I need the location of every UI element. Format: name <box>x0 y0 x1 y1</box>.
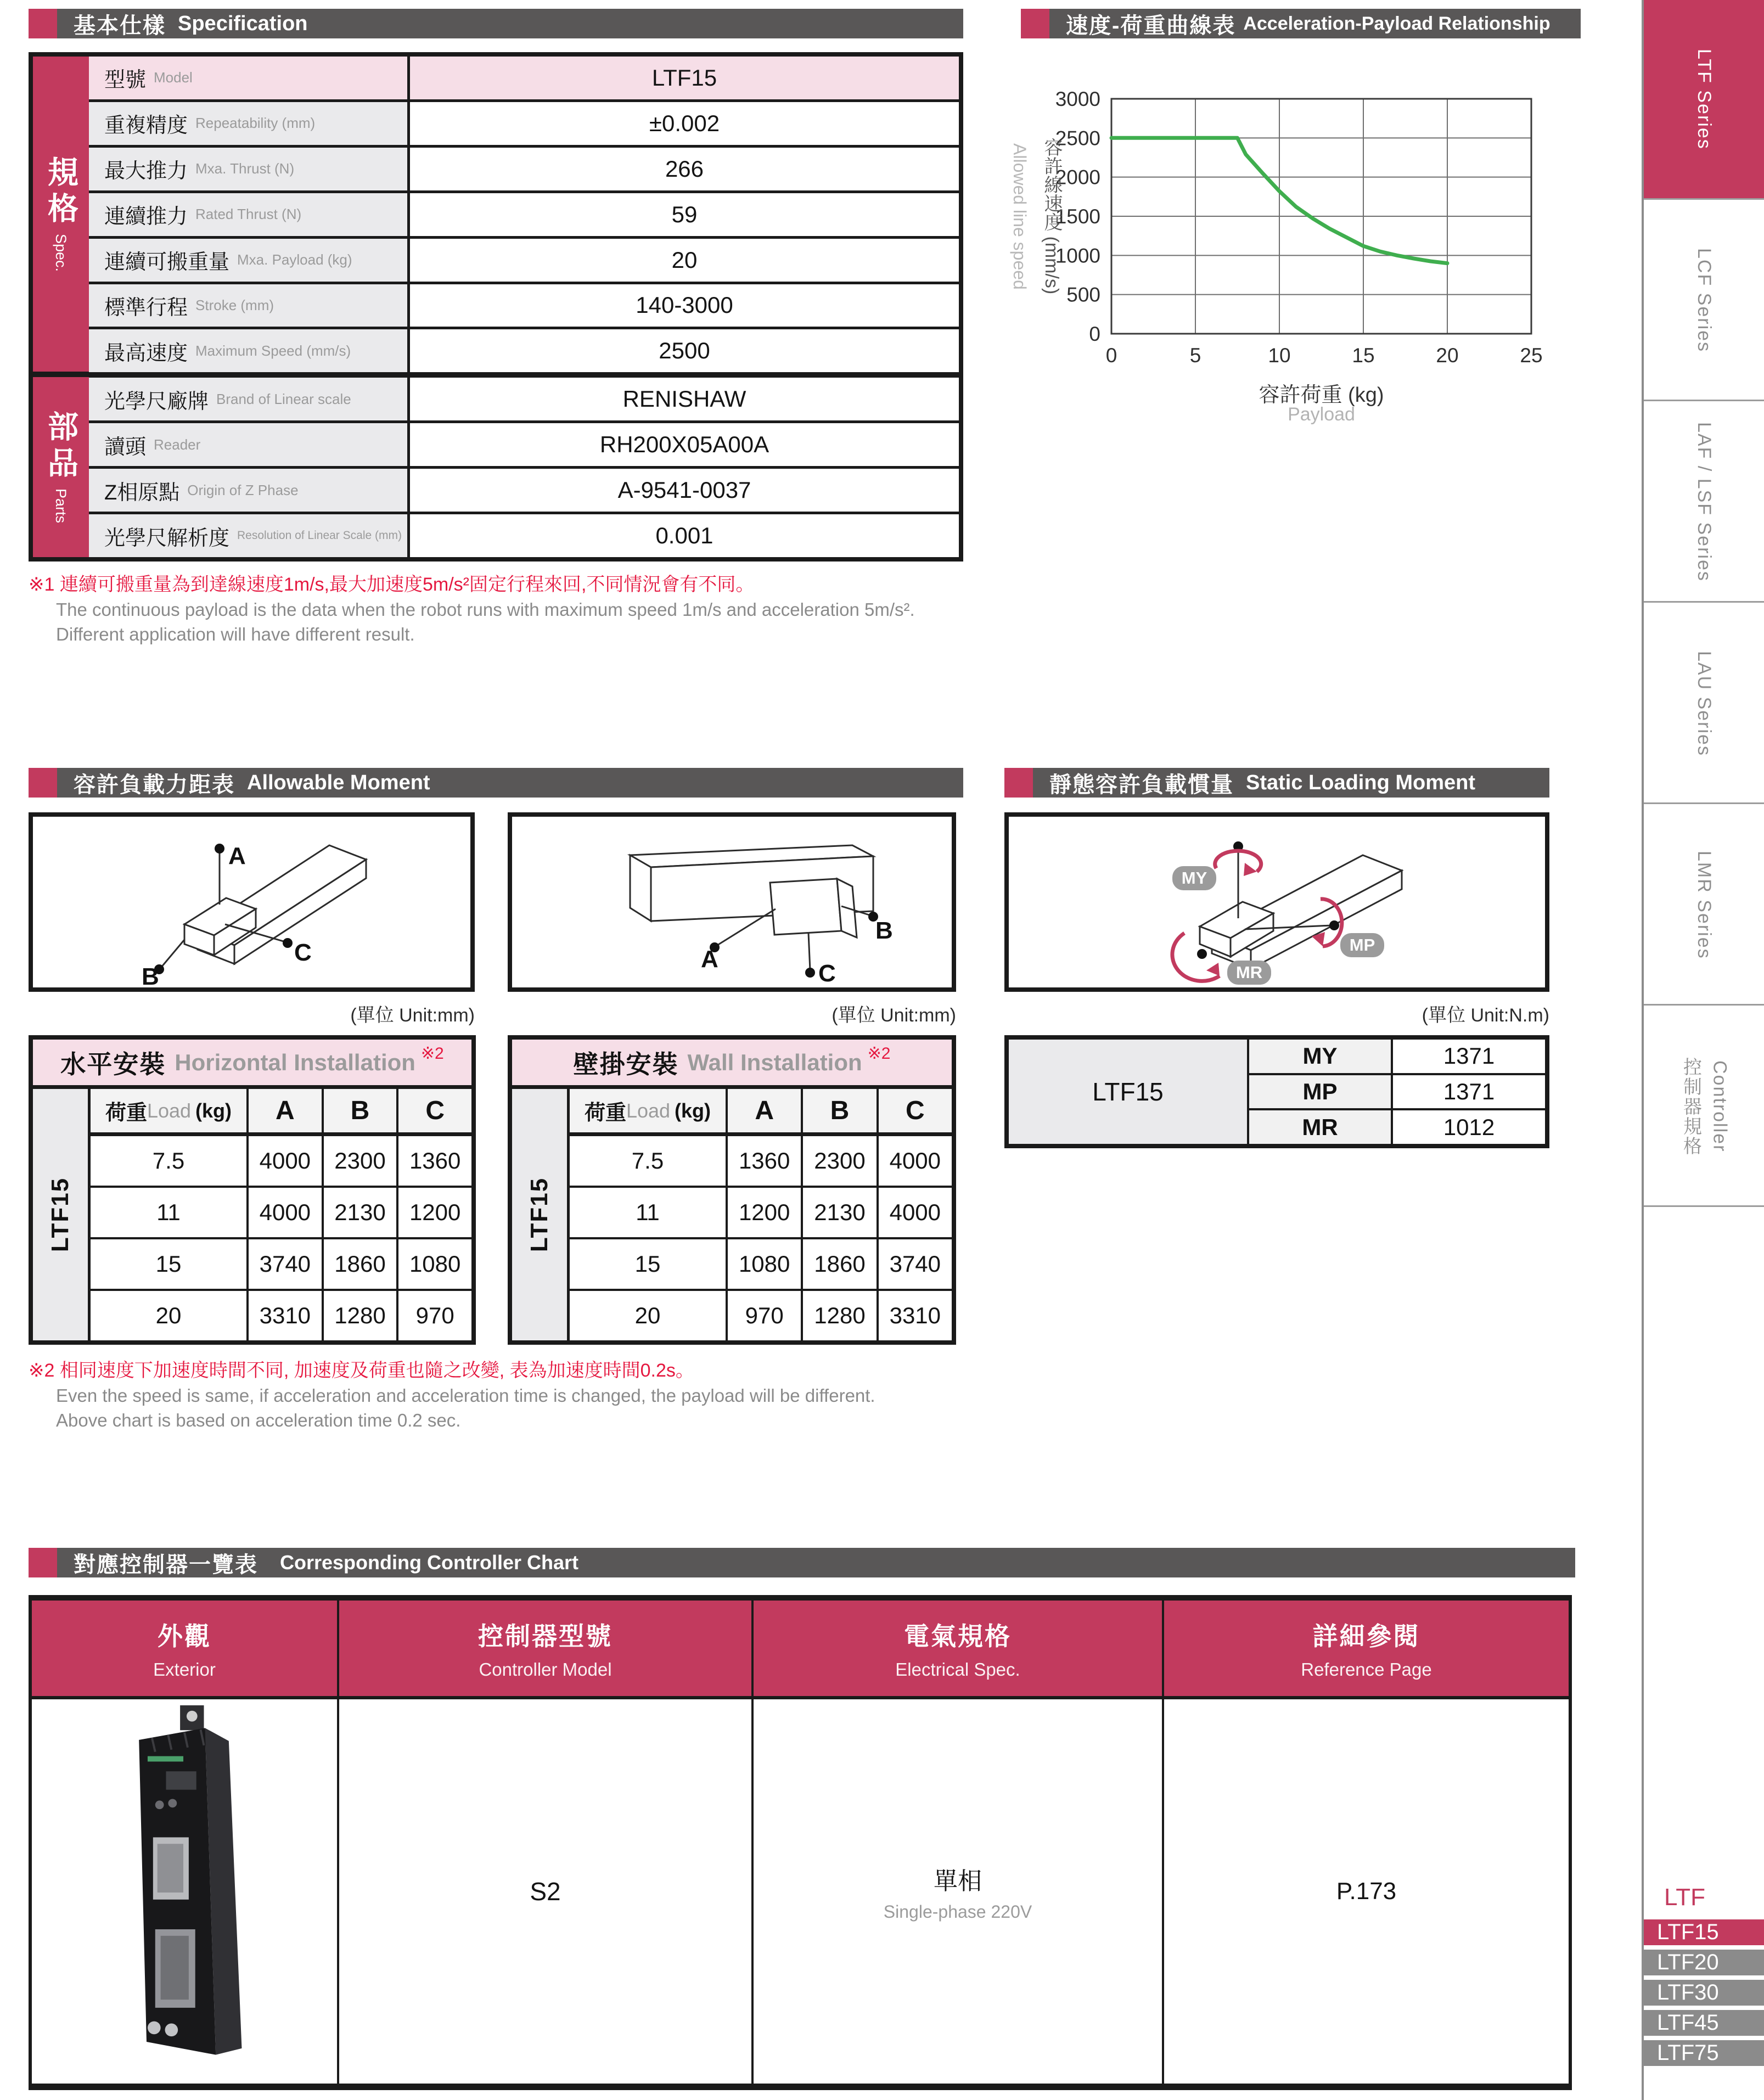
controller-model: S2 <box>530 1877 561 1906</box>
point-label-b: B <box>142 963 159 987</box>
spec-rows <box>89 57 959 557</box>
footnote-2-en1: Even the speed is same, if acceleration and acceleration time is changed, the payload will be different. <box>56 1385 875 1406</box>
payload-speed-chart <box>1021 49 1581 379</box>
nav-group-label: LTF <box>1664 1884 1705 1911</box>
spec-value: LTF15 <box>410 57 959 99</box>
table-row: 光學尺廠牌 Brand of Linear scale RENISHAW <box>89 372 959 420</box>
footnote-2-zh: ※2 相同速度下加速度時間不同, 加速度及荷重也隨之改變, 表為加速度時間0.2s。 <box>29 1360 694 1381</box>
controller-section-header <box>29 1548 1575 1577</box>
chart-title-en: Acceleration-Payload Relationship <box>1243 13 1550 34</box>
spec-value: 2500 <box>410 329 959 372</box>
nav-item-ltf20[interactable]: LTF20 <box>1644 1950 1764 1975</box>
svg-text:5: 5 <box>1189 344 1201 367</box>
table-row: 15 3740 1860 1080 <box>91 1239 471 1291</box>
spec-group-parts <box>33 372 89 557</box>
electrical-spec-zh: 單相 <box>934 1867 982 1895</box>
table-row: 最大推力 Mxa. Thrust (N) 266 <box>89 145 959 190</box>
section-accent-square <box>1021 9 1049 38</box>
group-parts-zh: 部品 <box>44 411 78 484</box>
section-accent-square <box>1004 768 1033 798</box>
sidebar-tab-laf-lsf-series[interactable]: LAF / LSF Series <box>1644 403 1764 603</box>
svg-text:15: 15 <box>1352 344 1375 367</box>
section-accent-square <box>29 768 57 798</box>
table-row: MP 1371 <box>1249 1073 1545 1109</box>
horizontal-moment-drawing <box>33 817 470 987</box>
sidebar-tab-lcf-series[interactable]: LCF Series <box>1644 201 1764 401</box>
table-row: 連續推力 Rated Thrust (N) 59 <box>89 190 959 236</box>
wall-moment-drawing <box>512 817 952 987</box>
electrical-spec-en: Single-phase 220V <box>883 1901 1032 1922</box>
reference-page: P.173 <box>1336 1878 1397 1905</box>
svg-text:0: 0 <box>1105 344 1117 367</box>
table-row: MY 1371 <box>1249 1040 1545 1073</box>
footnote-1-en1: The continuous payload is the data when the robot runs with maximum speed 1m/s and acceleration 5m/s². <box>56 599 915 620</box>
table-row: 重複精度 Repeatability (mm) ±0.002 <box>89 99 959 145</box>
section-accent-square <box>29 9 57 38</box>
chart-title-zh: 速度-荷重曲線表 <box>1066 13 1236 38</box>
moment-section-header <box>29 768 963 798</box>
table-row: 20 970 1280 3310 <box>570 1291 952 1340</box>
group-spec-zh: 規格 <box>44 156 78 229</box>
controller-title-zh: 對應控制器一覽表 <box>74 1552 258 1577</box>
spec-value: 266 <box>410 148 959 190</box>
chart-ylabel-zh: 容許線速度 (mm/s) <box>1041 138 1062 295</box>
spec-footnote <box>29 572 973 647</box>
svg-text:20: 20 <box>1436 344 1459 367</box>
footnote-2-en2: Above chart is based on acceleration time 0.2 sec. <box>56 1410 461 1430</box>
nav-item-ltf45[interactable]: LTF45 <box>1644 2010 1764 2036</box>
chart-xlabel-en: Payload <box>1288 404 1355 425</box>
nav-item-ltf75[interactable]: LTF75 <box>1644 2040 1764 2066</box>
sidebar-tab-ltf-series[interactable]: LTF Series <box>1644 0 1764 200</box>
spec-value: A-9541-0037 <box>410 469 959 512</box>
wall-moment-diagram <box>508 812 956 992</box>
static-moment-diagram <box>1004 812 1549 992</box>
table-row: 11 4000 2130 1200 <box>91 1188 471 1239</box>
horizontal-installation-table: 水平安裝 Horizontal Installation ※2 LTF15 荷重 Load (kg) A B C 7.5 4000 2300 1360 11 4000 2130 1200 15 3740 1860 1080 20 3310 1280 970 <box>29 1035 476 1345</box>
static-loading-table <box>1004 1035 1549 1148</box>
spec-title-zh: 基本仕樣 <box>74 13 166 38</box>
table-row: MR 1012 <box>1249 1108 1545 1144</box>
spec-value: ±0.002 <box>410 102 959 145</box>
svg-text:3000: 3000 <box>1055 88 1100 110</box>
svg-text:1000: 1000 <box>1055 244 1100 267</box>
wall-installation-table: 壁掛安裝 Wall Installation ※2 LTF15 荷重 Load (kg) A B C 7.5 1360 2300 4000 11 1200 2130 4000 15 1080 1860 3740 20 970 1280 3310 <box>508 1035 956 1345</box>
chart-canvas <box>1021 49 1581 379</box>
spec-value: 0.001 <box>410 514 959 557</box>
svg-text:500: 500 <box>1066 283 1100 306</box>
table-row: 型號 Model LTF15 <box>89 57 959 99</box>
point-label-a: A <box>228 843 246 869</box>
static-model-cell: LTF15 <box>1009 1040 1249 1144</box>
controller-exterior-cell <box>32 1699 339 2084</box>
svg-text:2000: 2000 <box>1055 166 1100 189</box>
moment-label-mr: MR <box>1235 963 1263 982</box>
note-ref-2: ※2 <box>420 1045 444 1063</box>
spec-value: 20 <box>410 239 959 282</box>
table-row: Z相原點 Origin of Z Phase A-9541-0037 <box>89 466 959 512</box>
svg-text:0: 0 <box>1089 323 1100 345</box>
sidebar-tab-lau-series[interactable]: LAU Series <box>1644 604 1764 804</box>
table-row: 標準行程 Stroke (mm) 140-3000 <box>89 282 959 327</box>
table-row: 7.5 1360 2300 4000 <box>570 1136 952 1188</box>
static-title-en: Static Loading Moment <box>1246 771 1475 794</box>
unit-caption-mm-right: (單位 Unit:mm) <box>832 1005 956 1026</box>
model-band: LTF15 <box>512 1089 570 1340</box>
nav-item-ltf30[interactable]: LTF30 <box>1644 1980 1764 2006</box>
table-header-row: 荷重 Load (kg) A B C <box>91 1089 471 1136</box>
unit-caption-mm-left: (單位 Unit:mm) <box>350 1005 475 1026</box>
table-row: 11 1200 2130 4000 <box>570 1188 952 1239</box>
group-spec-en: Spec. <box>53 234 69 272</box>
moment-title-en: Allowable Moment <box>247 771 430 794</box>
unit-caption-nm: (單位 Unit:N.m) <box>1422 1005 1549 1026</box>
nav-item-ltf15[interactable]: LTF15 <box>1644 1919 1764 1945</box>
spec-group-spec <box>33 57 89 372</box>
spec-table <box>29 52 963 562</box>
static-title-zh: 靜態容許負載慣量 <box>1049 772 1234 797</box>
table-header-row: 荷重 Load (kg) A B C <box>570 1089 952 1136</box>
controller-table-header: 外觀 Exterior 控制器型號 Controller Model 電氣規格 Electrical Spec. 詳細參閱 Reference Page <box>32 1601 1569 1699</box>
table-row: 連續可搬重量 Mxa. Payload (kg) 20 <box>89 236 959 282</box>
svg-text:25: 25 <box>1520 344 1543 367</box>
chart-section-header <box>1021 9 1581 38</box>
spec-value: 140-3000 <box>410 284 959 327</box>
spec-value: RENISHAW <box>410 378 959 420</box>
sidebar-tab-lmr-series[interactable]: LMR Series <box>1644 806 1764 1006</box>
static-section-header <box>1004 768 1549 798</box>
horizontal-moment-diagram <box>29 812 475 992</box>
footnote-1-zh: ※1 連續可搬重量為到達線速度1m/s,最大加速度5m/s²固定行程來回,不同情況會有不同。 <box>29 574 755 595</box>
point-label-c: C <box>294 939 312 966</box>
chart-ylabel-en: Allowed line speed <box>1010 143 1030 290</box>
controller-table-row <box>32 1699 1569 2084</box>
point-label-b: B <box>875 917 893 944</box>
point-label-c: C <box>818 960 836 987</box>
static-moment-drawing <box>1009 817 1545 987</box>
footnote-1-en2: Different application will have different result. <box>56 624 415 644</box>
moment-label-my: MY <box>1181 868 1207 888</box>
spec-value: RH200X05A00A <box>410 423 959 466</box>
moment-label-mp: MP <box>1349 935 1375 954</box>
controller-title-en: Corresponding Controller Chart <box>280 1551 579 1574</box>
table-row: 最高速度 Maximum Speed (mm/s) 2500 <box>89 327 959 372</box>
svg-text:2500: 2500 <box>1055 127 1100 150</box>
table-row: 光學尺解析度 Resolution of Linear Scale (mm) 0.001 <box>89 512 959 557</box>
point-label-a: A <box>701 946 718 973</box>
chart-xlabel-zh: 容許荷重 (kg) <box>1259 384 1384 407</box>
moment-footnote <box>29 1358 973 1433</box>
spec-section-header <box>29 9 963 38</box>
svg-text:1500: 1500 <box>1055 205 1100 228</box>
spec-title-en: Specification <box>178 12 308 35</box>
spec-group-band <box>33 57 89 557</box>
table-row: 15 1080 1860 3740 <box>570 1239 952 1291</box>
controller-exterior-image <box>86 1702 283 2081</box>
table-row: 讀頭 Reader RH200X05A00A <box>89 420 959 466</box>
sidebar-tab-controller[interactable]: 控制器規格 Controller <box>1644 1007 1764 1207</box>
section-accent-square <box>29 1548 57 1577</box>
svg-text:10: 10 <box>1268 344 1291 367</box>
group-parts-en: Parts <box>53 488 69 524</box>
table-row: 20 3310 1280 970 <box>91 1291 471 1340</box>
note-ref-2: ※2 <box>867 1045 891 1063</box>
spec-value: 59 <box>410 193 959 236</box>
table-row: 7.5 4000 2300 1360 <box>91 1136 471 1188</box>
moment-title-zh: 容許負載力距表 <box>74 772 235 797</box>
controller-table <box>29 1595 1572 2090</box>
model-band: LTF15 <box>33 1089 91 1340</box>
